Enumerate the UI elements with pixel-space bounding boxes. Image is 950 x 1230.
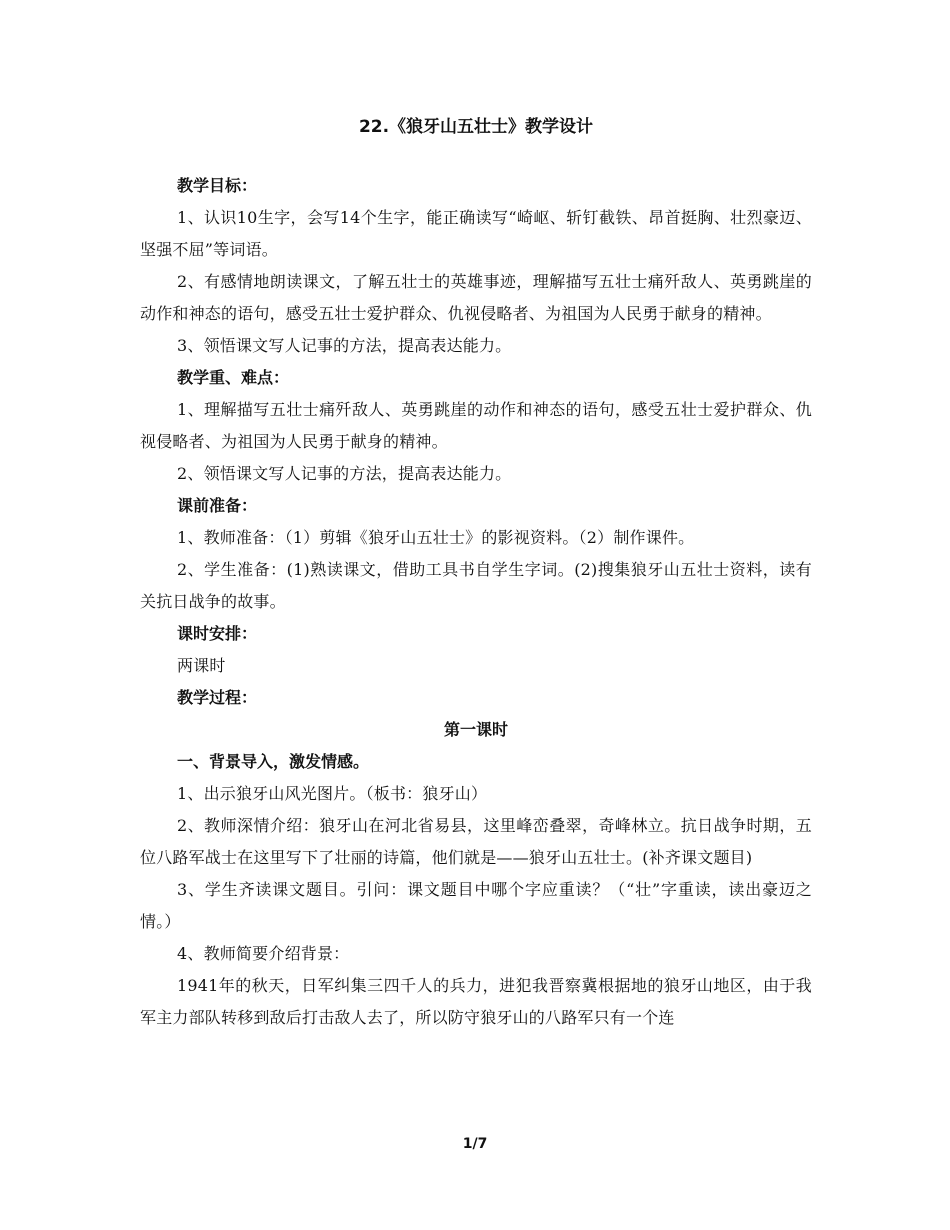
schedule-heading: 课时安排： bbox=[177, 624, 258, 643]
step-1-paragraph-3: 3、学生齐读课文题目。引问：课文题目中哪个字应重读？（“壮”字重读，读出豪迈之情。） bbox=[140, 880, 812, 931]
step-1-paragraph-4: 4、教师简要介绍背景： bbox=[177, 944, 350, 963]
key-point-2: 2、领悟课文写人记事的方法，提高表达能力。 bbox=[177, 464, 512, 483]
key-point-1: 1、理解描写五壮士痛歼敌人、英勇跳崖的动作和神态的语句，感受五壮士爱护群众、仇视侵略者、为祖国为人民勇于献身的精神。 bbox=[140, 400, 812, 451]
page-footer bbox=[0, 1136, 950, 1152]
step-1-paragraph-2: 2、教师深情介绍：狼牙山在河北省易县，这里峰峦叠翠，奇峰林立。抗日战争时期，五位八路军战士在这里写下了壮丽的诗篇，他们就是——狼牙山五壮士。(补齐课文题目) bbox=[140, 816, 812, 867]
goal-2: 2、有感情地朗读课文，了解五壮士的英雄事迹，理解描写五壮士痛歼敌人、英勇跳崖的动作和神态的语句，感受五壮士爱护群众、仇视侵略者、为祖国为人民勇于献身的精神。 bbox=[140, 272, 812, 323]
preparation-1: 1、教师准备：（1）剪辑《狼牙山五壮士》的影视资料。（2）制作课件。 bbox=[177, 528, 695, 547]
page-separator: / bbox=[472, 1136, 478, 1152]
page-number: 1 bbox=[462, 1136, 473, 1152]
preparation-heading: 课前准备： bbox=[177, 496, 258, 515]
process-heading: 教学过程： bbox=[177, 688, 258, 707]
document-body bbox=[140, 112, 812, 1034]
step-1-heading: 一、背景导入，激发情感。 bbox=[177, 752, 370, 771]
schedule-value: 两课时 bbox=[177, 656, 226, 675]
page-title: 22.《狼牙山五壮士》教学设计 bbox=[358, 117, 594, 137]
step-1-paragraph-1: 1、出示狼牙山风光图片。（板书：狼牙山） bbox=[177, 784, 488, 803]
total-pages: 7 bbox=[477, 1136, 488, 1152]
key-points-heading: 教学重、难点： bbox=[177, 368, 290, 387]
preparation-2: 2、学生准备：(1)熟读课文，借助工具书自学生字词。(2)搜集狼牙山五壮士资料，读有关抗日战争的故事。 bbox=[140, 560, 812, 611]
lesson-1-heading: 第一课时 bbox=[443, 720, 508, 739]
goal-3: 3、领悟课文写人记事的方法，提高表达能力。 bbox=[177, 336, 512, 355]
goal-1: 1、认识10生字，会写14个生字，能正确读写“崎岖、斩钉截铁、昂首挺胸、壮烈豪迈、坚强不屈”等词语。 bbox=[140, 208, 812, 259]
goals-heading: 教学目标： bbox=[177, 176, 258, 195]
step-1-paragraph-5: 1941年的秋天，日军纠集三四千人的兵力，进犯我晋察冀根据地的狼牙山地区，由于我军主力部队转移到敌后打击敌人去了，所以防守狼牙山的八路军只有一个连 bbox=[140, 976, 812, 1027]
